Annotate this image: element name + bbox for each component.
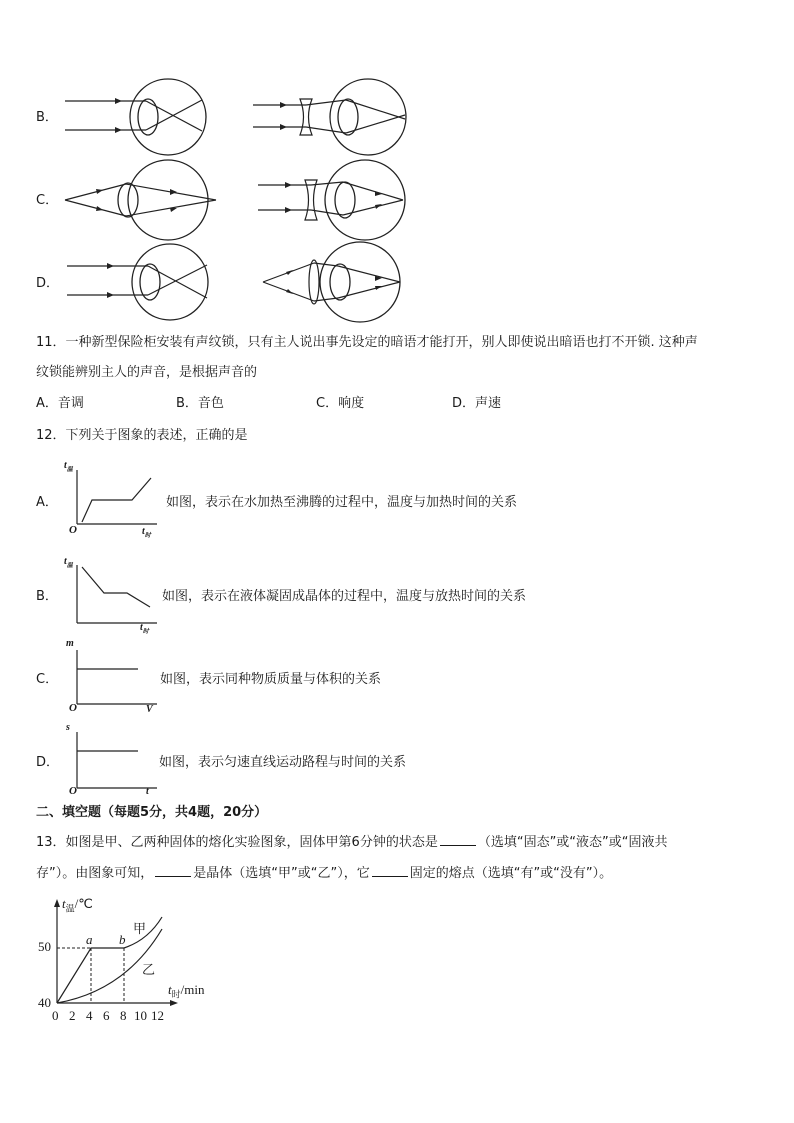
eye-diagram-d-right [260, 240, 410, 325]
q11-stem-line2: 纹锁能辨别主人的声音，是根据声音的 [36, 365, 258, 380]
q13-x-tick-12: 12 [151, 1008, 164, 1023]
q11-option-b: B．音色 [176, 396, 224, 411]
q12-c-xlabel: V [146, 704, 153, 715]
q13-line2 [36, 862, 612, 884]
q12-d-xlabel: t [146, 786, 149, 797]
q13-melting-graph [30, 895, 230, 1030]
q12-a-xlabel: $t_时$ [142, 526, 151, 539]
option-b-label: B． [36, 110, 58, 125]
eye-diagram-b-right [250, 75, 410, 160]
q13-x-tick-6: 6 [103, 1008, 110, 1023]
q13-x-tick-4: 4 [86, 1008, 93, 1023]
q13-x-tick-0: 0 [52, 1008, 59, 1023]
eye-diagram-d-left [62, 240, 217, 325]
q12-option-a-text: 如图，表示在水加热至沸腾的过程中，温度与加热时间的关系 [166, 495, 518, 510]
q11-option-a: A．音调 [36, 396, 84, 411]
option-d-label: D． [36, 276, 60, 291]
q12-b-ylabel: $t_温$ [64, 556, 73, 569]
q13-series-jia-label: 甲 [133, 922, 147, 937]
q13-line1 [36, 831, 668, 853]
q12-c-origin: O [69, 702, 77, 714]
q13-line2-part-c: 固定的熔点（选填“有”或“没有”）。 [409, 866, 613, 881]
option-c-label: C． [36, 193, 59, 208]
q12-option-c-label: C． [36, 672, 59, 687]
section2-title: 二、填空题（每题5分，共4题，20分） [36, 805, 268, 820]
q12-d-ylabel: s [66, 722, 70, 733]
q12-b-xlabel: $t_时$ [140, 622, 149, 635]
q13-blank-3[interactable] [372, 862, 408, 877]
q12-option-b-label: B． [36, 589, 58, 604]
q13-x-tick-2: 2 [69, 1008, 76, 1023]
q13-y-tick-50: 50 [38, 939, 51, 954]
q12-option-d-label: D． [36, 755, 60, 770]
q13-blank-2[interactable] [155, 862, 191, 877]
q12-stem: 12．下列关于图象的表述，正确的是 [36, 428, 248, 443]
q12-c-ylabel: m [66, 638, 74, 649]
q13-line1-part-b: （选填“固态”或“液态”或“固液共 [477, 835, 668, 850]
eye-diagram-c-right [255, 158, 415, 243]
q12-option-a-label: A． [36, 495, 58, 510]
q13-line2-part-b: 是晶体（选填“甲”或“乙”），它 [193, 866, 370, 881]
eye-diagram-c-left [60, 158, 220, 243]
eye-diagram-b-left [60, 75, 210, 160]
q11-stem-line1: 11．一种新型保险柜安装有声纹锁，只有主人说出事先设定的暗语才能打开，别人即使说出暗语也打不开锁. 这种声 [36, 335, 698, 350]
q13-line1-part-a: 13．如图是甲、乙两种固体的熔化实验图象，固体甲第6分钟的状态是 [36, 835, 438, 850]
q13-point-a: a [86, 932, 93, 947]
q13-y-tick-40: 40 [38, 995, 51, 1010]
q13-x-tick-10: 10 [134, 1008, 147, 1023]
q13-series-yi-label: 乙 [142, 963, 156, 978]
q12-a-ylabel: $t_温$ [64, 460, 73, 473]
q13-graph-ylabel: $t_温/℃$ [62, 896, 93, 914]
q12-d-origin: O [69, 785, 77, 797]
q13-graph-xlabel: $t_时/\min$ [168, 982, 205, 1000]
q12-option-d-text: 如图，表示匀速直线运动路程与时间的关系 [159, 755, 407, 770]
q13-x-tick-8: 8 [120, 1008, 127, 1023]
q12-a-origin: O [69, 524, 77, 536]
q13-point-b: b [119, 932, 126, 947]
q11-option-d: D．声速 [452, 396, 502, 411]
q13-line2-part-a: 存”）。由图象可知， [36, 866, 154, 881]
q11-option-c: C．响度 [316, 396, 365, 411]
q13-blank-1[interactable] [440, 831, 476, 846]
q12-option-b-text: 如图，表示在液体凝固成晶体的过程中，温度与放热时间的关系 [162, 589, 527, 604]
q12-option-c-text: 如图，表示同种物质质量与体积的关系 [160, 672, 382, 687]
